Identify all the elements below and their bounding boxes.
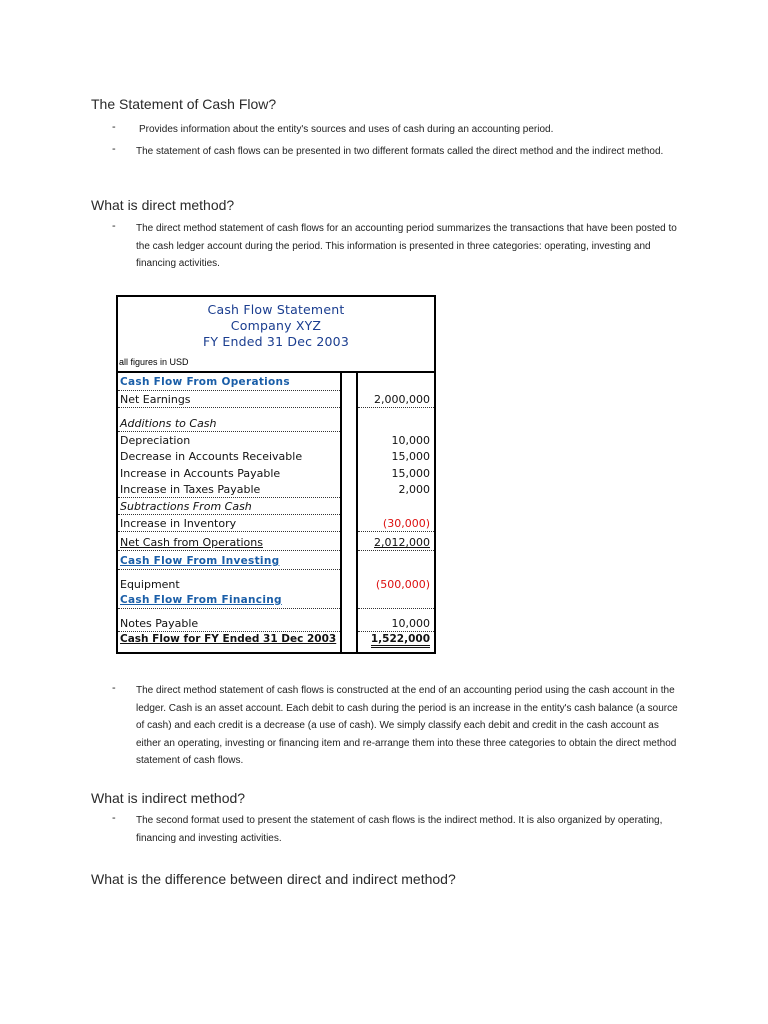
row-label: Notes Payable (120, 617, 199, 630)
row-rule (118, 497, 340, 498)
bullet-text: The direct method statement of cash flows for an accounting period summarizes the transactions that have been posted to the cash ledger account during the period. This information is presented in three categories: operating, investing and financing activities. (136, 223, 677, 269)
table-company: Company XYZ (230, 318, 322, 333)
table-row (118, 482, 434, 498)
row-label: Cash Flow for FY Ended 31 Dec 2003 (120, 633, 337, 645)
row-label: Equipment (120, 578, 180, 591)
bullet-text: Provides information about the entity's sources and uses of cash during an accounting period. (139, 124, 554, 135)
row-rule (118, 569, 340, 570)
row-label: Net Cash from Operations (120, 536, 263, 549)
row-value: 2,000,000 (374, 393, 430, 406)
row-label: Additions to Cash (120, 417, 217, 430)
heading-direct-method: What is direct method? (91, 197, 235, 213)
row-label: Subtractions From Cash (120, 500, 252, 513)
row-label: Cash Flow From Operations (120, 376, 290, 388)
bullet-dash: - (112, 220, 116, 232)
bullet-dash: - (112, 682, 116, 694)
table-grid (118, 371, 434, 652)
row-label: Increase in Taxes Payable (120, 483, 261, 496)
row-value: (30,000) (382, 517, 430, 530)
table-row (118, 392, 434, 408)
row-label: Increase in Inventory (120, 517, 237, 530)
list-item (112, 682, 682, 770)
row-label: Depreciation (120, 434, 191, 447)
row-value: 2,012,000 (374, 536, 430, 549)
table-row (118, 375, 434, 391)
table-row (118, 535, 434, 551)
row-rule (118, 514, 340, 515)
table-row (118, 433, 434, 449)
row-value: 15,000 (391, 450, 430, 463)
table-row (118, 416, 434, 432)
heading-indirect-method: What is indirect method? (91, 790, 246, 806)
table-row (118, 554, 434, 570)
heading-difference: What is the difference between direct and indirect method? (91, 871, 456, 887)
bullet-text: The direct method statement of cash flows is constructed at the end of an accounting period using the cash account in the ledger. Cash is an asset account. Each debit to cash during the period is an increase in the entity's cash balance (a source of cash) and each credit is a decrease (a use of cash). We simply classify each debit and credit in the cash account as either an operating, investing or financing item and re-arrange them into these three categories to obtain the direct method statement of cash flows. (136, 685, 678, 766)
list-item (112, 220, 682, 273)
table-row (118, 577, 434, 593)
list-item (112, 143, 682, 161)
row-rule (358, 531, 434, 532)
row-value: 2,000 (398, 483, 430, 496)
row-label: Decrease in Accounts Receivable (120, 450, 303, 463)
row-rule (118, 431, 340, 432)
row-value: 10,000 (391, 434, 430, 447)
bullet-text: The second format used to present the statement of cash flows is the indirect method. It is also organized by operating, financing and investing activities. (136, 815, 663, 844)
table-row (118, 516, 434, 532)
bullet-dash: - (112, 143, 116, 155)
row-rule (118, 608, 340, 609)
list-item (112, 812, 682, 847)
cash-flow-statement-table (116, 295, 436, 654)
row-rule (358, 608, 434, 609)
row-label: Net Earnings (120, 393, 191, 406)
table-row (118, 499, 434, 515)
bullet-dash: - (112, 121, 116, 133)
row-label: Cash Flow From Financing (120, 594, 282, 606)
row-label: Increase in Accounts Payable (120, 467, 281, 480)
table-row (118, 466, 434, 482)
row-label: Cash Flow From Investing (120, 555, 280, 567)
table-row (118, 632, 434, 648)
row-rule (358, 407, 434, 408)
list-item (112, 121, 682, 139)
row-value: 10,000 (391, 617, 430, 630)
row-value: 1,522,000 (371, 633, 430, 648)
table-title: Cash Flow Statement (207, 302, 345, 317)
row-value: 15,000 (391, 467, 430, 480)
table-row (118, 616, 434, 632)
table-row (118, 449, 434, 465)
heading-statement-of-cash-flow: The Statement of Cash Flow? (91, 96, 277, 112)
table-period: FY Ended 31 Dec 2003 (202, 334, 349, 349)
row-rule (118, 531, 340, 532)
row-rule (358, 550, 434, 551)
table-note: all figures in USD (119, 357, 189, 367)
table-divider (118, 371, 434, 373)
row-rule (118, 550, 340, 551)
row-rule (118, 407, 340, 408)
bullet-text: The statement of cash flows can be presented in two different formats called the direct method and the indirect method. (136, 146, 664, 157)
table-row (118, 593, 434, 609)
bullet-dash: - (112, 812, 116, 824)
row-value: (500,000) (375, 578, 430, 591)
row-rule (118, 390, 340, 391)
